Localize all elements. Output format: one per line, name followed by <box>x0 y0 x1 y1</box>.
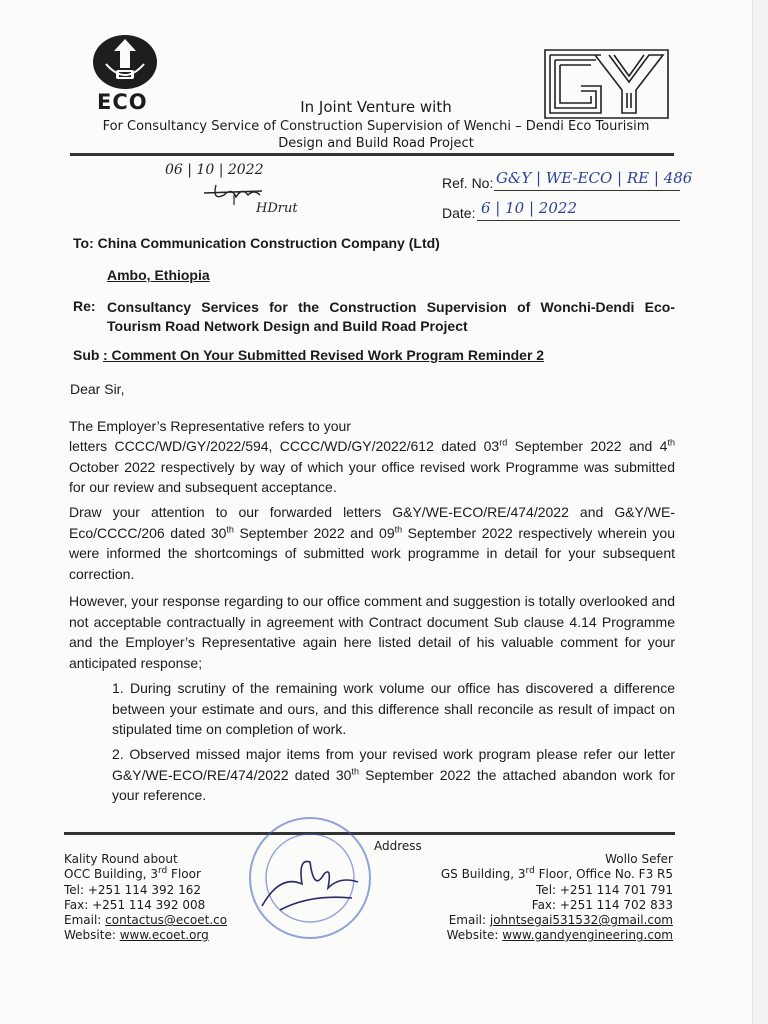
ref-no-label: Ref. No: <box>442 175 494 191</box>
ref-underline <box>494 190 680 191</box>
sub-label: Sub <box>73 347 100 363</box>
right-email-row: Email: johntsegai531532@gmail.com <box>448 913 673 928</box>
paragraph-2: Draw your attention to our forwarded letters G&Y/WE-ECO/RE/474/2022 and G&Y/WE-Eco/CCCC/206 dated 30th September 2022 and 09th September 2022 respectively wherein you were informed the shortcomings of submitted work programme in detail for your subsequent correction. <box>69 504 675 582</box>
list-item: 2. Observed missed major items from your revised work program please refer our letter G&Y/WE-ECO/RE/474/2022 dated 30th September 2022 the attached abandon work for your reference. <box>112 746 675 803</box>
date-label: Date: <box>442 205 476 221</box>
project-subtitle-line2: Design and Build Road Project <box>278 136 474 151</box>
left-email-link[interactable]: contactus@ecoet.co <box>105 913 228 928</box>
recipient: To: China Communication Construction Company (Ltd) <box>73 235 440 251</box>
date-underline <box>477 220 680 221</box>
right-address-line2: GS Building, 3rd Floor, Office No. F3 R5 <box>440 866 673 882</box>
left-address-line2: OCC Building, 3rd Floor <box>64 866 201 882</box>
right-email-link[interactable]: johntsegai531532@gmail.com <box>489 913 673 928</box>
left-website-link[interactable]: www.ecoet.org <box>119 928 209 943</box>
project-subtitle-line1: For Consultancy Service of Construction Supervision of Wenchi – Dendi Eco Tourisim <box>102 119 650 134</box>
right-fax: Fax: +251 114 702 833 <box>531 897 673 912</box>
joint-venture-title: In Joint Venture with <box>300 98 452 116</box>
paragraph-3: However, your response regarding to our office comment and suggestion is totally overlooked and not acceptable contractually in agreement with Contract document Sub clause 4.14 Programme and the Employer’s Representative again here listed detail of his valuable comment for your anticipated response; <box>69 593 675 671</box>
paragraph-1: letters CCCC/WD/GY/2022/594, CCCC/WD/GY/2022/612 dated 03rd September 2022 and 4th October 2022 respectively by way of which your office revised work Programme was submitted for our review and subsequent acceptance. <box>69 437 675 495</box>
header-divider <box>70 153 674 156</box>
ref-no-value: G&Y | WE-ECO | RE | 486 <box>496 169 693 187</box>
handwritten-received-date: 06 | 10 | 2022 <box>165 162 264 178</box>
left-fax: Fax: +251 114 392 008 <box>64 897 206 912</box>
eco-logo-icon <box>92 34 158 90</box>
re-subject: Consultancy Services for the Construction Supervision of Wonchi-Dendi Eco-Tourism Road Network Design and Build Road Project <box>107 299 675 334</box>
right-website-row: Website: www.gandyengineering.com <box>446 928 673 943</box>
left-email-row: Email: contactus@ecoet.co <box>64 913 228 928</box>
handwritten-received-by: HDrut <box>256 201 298 216</box>
date-value: 6 | 10 | 2022 <box>481 199 577 217</box>
left-website-row: Website: www.ecoet.org <box>64 928 209 943</box>
left-address-block <box>64 852 227 944</box>
left-address-line1: Kality Round about <box>64 852 178 866</box>
salutation: Dear Sir, <box>70 381 125 397</box>
address-title: Address <box>374 839 422 853</box>
eco-logo-text: ECO <box>97 90 148 114</box>
right-address-line1: Wollo Sefer <box>605 852 673 866</box>
re-label: Re: <box>73 298 96 314</box>
sub-subject: : Comment On Your Submitted Revised Work Program Reminder 2 <box>103 347 545 363</box>
recipient-city: Ambo, Ethiopia <box>107 267 210 283</box>
right-tel: Tel: +251 114 701 791 <box>536 882 673 897</box>
right-address-block <box>350 852 673 944</box>
list-item: 1. During scrutiny of the remaining work volume our office has discovered a difference between your estimate and ours, and this difference shall reconcile as result of impact on stipulated time on completion of work. <box>112 680 675 737</box>
right-website-link[interactable]: www.gandyengineering.com <box>502 928 673 943</box>
left-tel: Tel: +251 114 392 162 <box>64 882 201 897</box>
paragraph-1-intro: The Employer’s Representative refers to your <box>69 418 351 434</box>
